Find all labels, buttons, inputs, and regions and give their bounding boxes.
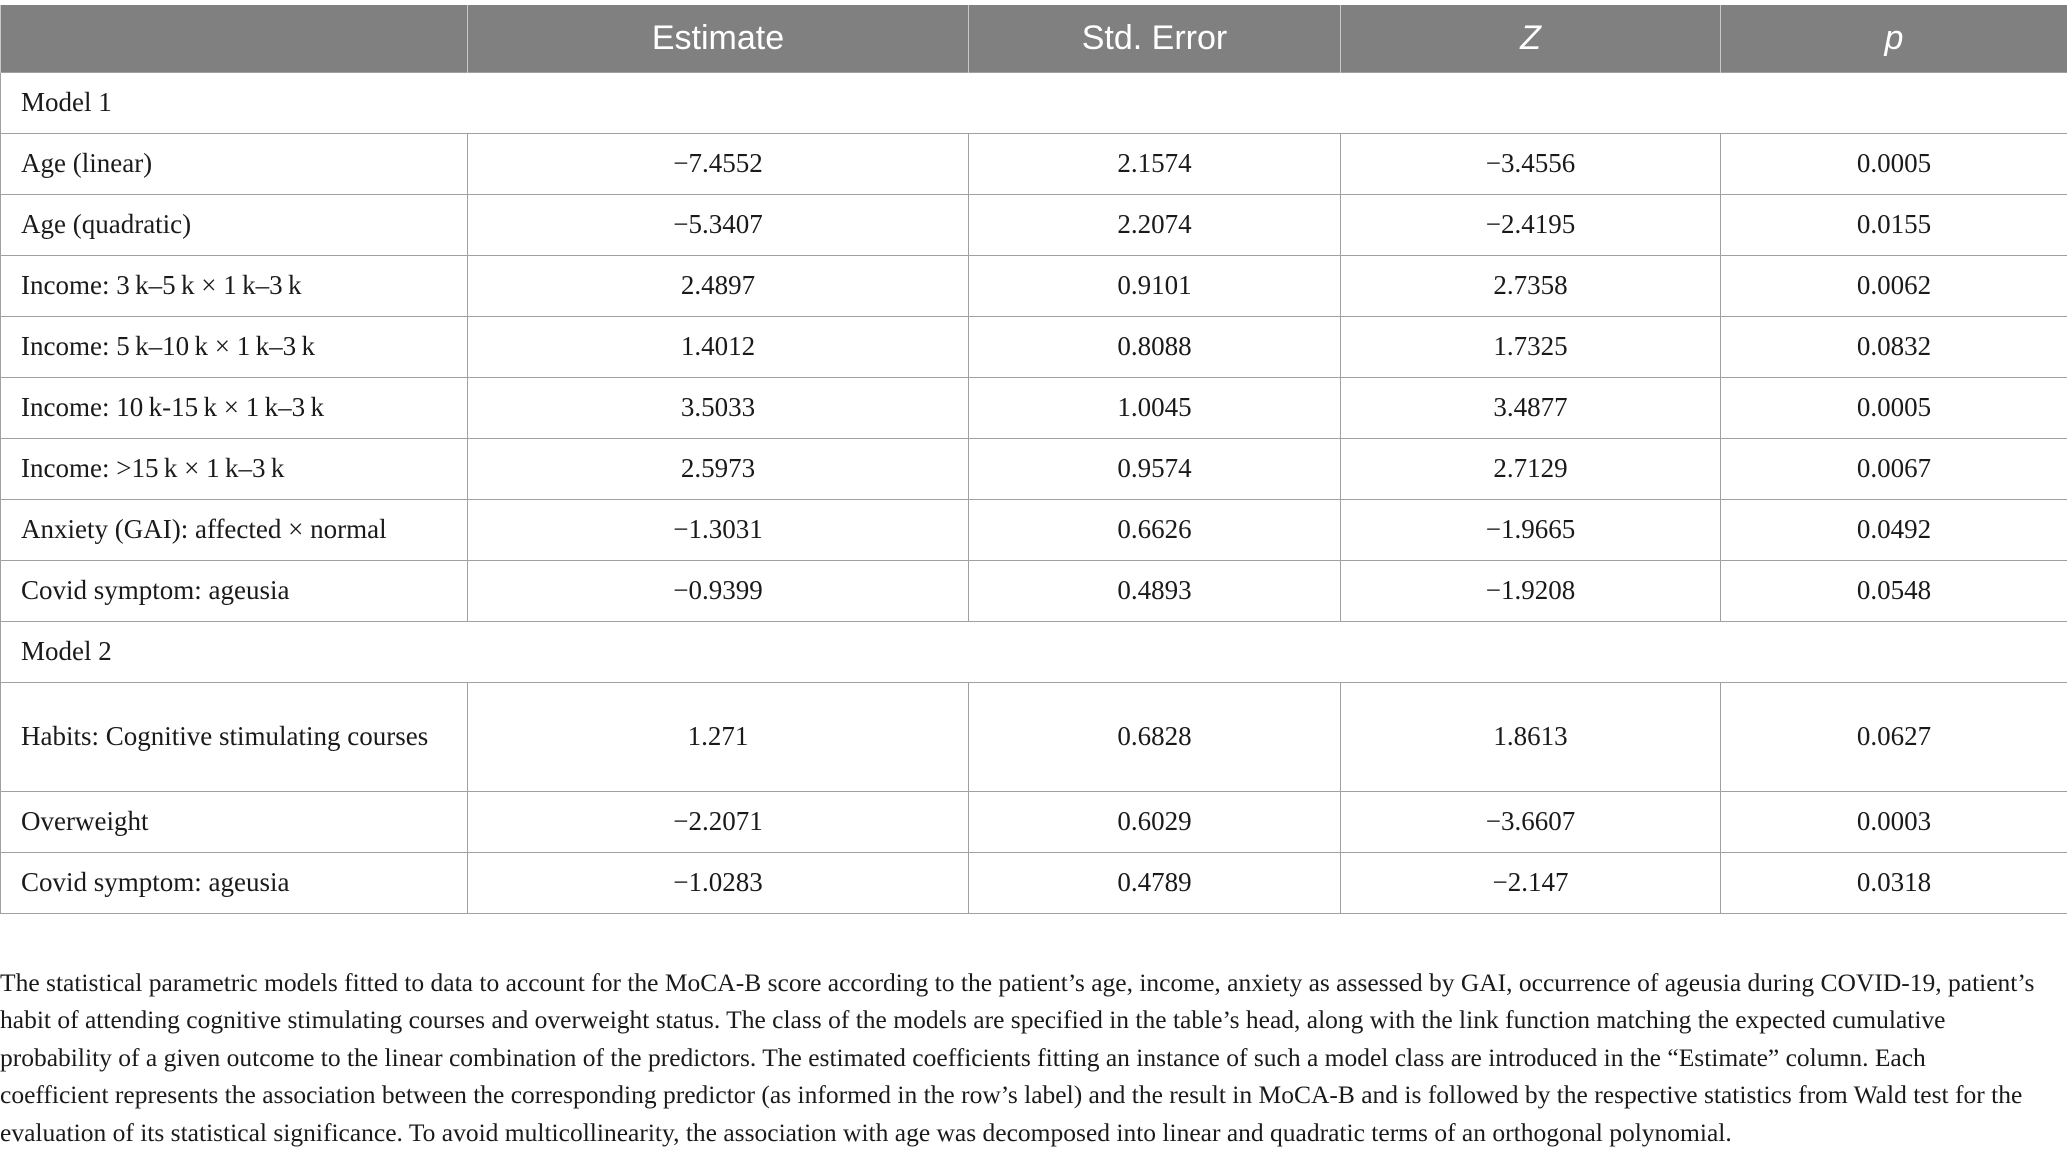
cell-z: −1.9665 — [1341, 500, 1721, 561]
header-z: Z — [1341, 5, 1721, 73]
cell-z: 1.8613 — [1341, 683, 1721, 792]
cell-estimate: −2.2071 — [468, 792, 969, 853]
results-table-container — [0, 5, 2067, 914]
cell-p: 0.0548 — [1721, 561, 2067, 622]
cell-std-error: 2.2074 — [969, 195, 1341, 256]
header-row — [1, 5, 2067, 73]
cell-std-error: 1.0045 — [969, 378, 1341, 439]
row-label: Age (linear) — [1, 134, 468, 195]
cell-estimate: −1.0283 — [468, 853, 969, 914]
cell-z: 3.4877 — [1341, 378, 1721, 439]
row-label: Income: 3 k–5 k × 1 k–3 k — [1, 256, 468, 317]
cell-z: 1.7325 — [1341, 317, 1721, 378]
section-row-model-1 — [1, 73, 2067, 134]
cell-z: −3.4556 — [1341, 134, 1721, 195]
header-std-error: Std. Error — [969, 5, 1341, 73]
cell-std-error: 0.6626 — [969, 500, 1341, 561]
cell-std-error: 0.4789 — [969, 853, 1341, 914]
row-label: Income: >15 k × 1 k–3 k — [1, 439, 468, 500]
row-label: Habits: Cognitive stimulating courses — [1, 683, 468, 792]
table-row — [1, 195, 2067, 256]
cell-p: 0.0005 — [1721, 378, 2067, 439]
cell-p: 0.0062 — [1721, 256, 2067, 317]
header-predictor — [1, 5, 468, 73]
cell-p: 0.0155 — [1721, 195, 2067, 256]
cell-estimate: −5.3407 — [468, 195, 969, 256]
cell-z: −2.147 — [1341, 853, 1721, 914]
table-row — [1, 256, 2067, 317]
header-estimate: Estimate — [468, 5, 969, 73]
cell-std-error: 2.1574 — [969, 134, 1341, 195]
cell-estimate: 3.5033 — [468, 378, 969, 439]
row-label: Overweight — [1, 792, 468, 853]
cell-std-error: 0.4893 — [969, 561, 1341, 622]
table-row — [1, 439, 2067, 500]
table-row — [1, 683, 2067, 792]
table-row — [1, 853, 2067, 914]
row-label: Covid symptom: ageusia — [1, 853, 468, 914]
table-header — [1, 5, 2067, 73]
cell-estimate: −1.3031 — [468, 500, 969, 561]
cell-std-error: 0.6828 — [969, 683, 1341, 792]
cell-z: −1.9208 — [1341, 561, 1721, 622]
section-title: Model 1 — [1, 73, 2067, 134]
cell-std-error: 0.9574 — [969, 439, 1341, 500]
table-row — [1, 378, 2067, 439]
cell-estimate: −0.9399 — [468, 561, 969, 622]
cell-z: −2.4195 — [1341, 195, 1721, 256]
cell-z: −3.6607 — [1341, 792, 1721, 853]
cell-p: 0.0832 — [1721, 317, 2067, 378]
section-title: Model 2 — [1, 622, 2067, 683]
cell-p: 0.0492 — [1721, 500, 2067, 561]
table-body — [1, 73, 2067, 914]
regression-results-table — [0, 5, 2067, 914]
table-caption: The statistical parametric models fitted to data to account for the MoCA-B score according to the patient’s age, income, anxiety as assessed by GAI, occurrence of ageusia during COVID-19, patient’s habit of attending cognitive stimulating courses and overweight status. The class of the models are specified in the table’s head, along with the link function matching the expected cumulative probability of a given outcome to the linear combination of the predictors. The estimated coefficients fitting an instance of such a model class are introduced in the “Estimate” column. Each coefficient represents the association between the corresponding predictor (as informed in the row’s label) and the result in MoCA-B and is followed by the respective statistics from Wald test for the evaluation of its statistical significance. To avoid multicollinearity, the association with age was decomposed into linear and quadratic terms of an orthogonal polynomial. — [0, 967, 2035, 1147]
cell-estimate: 1.4012 — [468, 317, 969, 378]
table-row — [1, 317, 2067, 378]
cell-p: 0.0627 — [1721, 683, 2067, 792]
cell-estimate: 1.271 — [468, 683, 969, 792]
table-row — [1, 500, 2067, 561]
table-row — [1, 561, 2067, 622]
cell-estimate: 2.5973 — [468, 439, 969, 500]
cell-z: 2.7358 — [1341, 256, 1721, 317]
section-row-model-2 — [1, 622, 2067, 683]
header-p: p — [1721, 5, 2067, 73]
cell-std-error: 0.6029 — [969, 792, 1341, 853]
row-label: Income: 10 k-15 k × 1 k–3 k — [1, 378, 468, 439]
row-label: Anxiety (GAI): affected × normal — [1, 500, 468, 561]
row-label: Age (quadratic) — [1, 195, 468, 256]
cell-p: 0.0318 — [1721, 853, 2067, 914]
row-label: Covid symptom: ageusia — [1, 561, 468, 622]
cell-p: 0.0003 — [1721, 792, 2067, 853]
table-row — [1, 134, 2067, 195]
table-row — [1, 792, 2067, 853]
cell-p: 0.0005 — [1721, 134, 2067, 195]
cell-std-error: 0.8088 — [969, 317, 1341, 378]
cell-estimate: 2.4897 — [468, 256, 969, 317]
row-label: Income: 5 k–10 k × 1 k–3 k — [1, 317, 468, 378]
cell-estimate: −7.4552 — [468, 134, 969, 195]
cell-z: 2.7129 — [1341, 439, 1721, 500]
cell-std-error: 0.9101 — [969, 256, 1341, 317]
cell-p: 0.0067 — [1721, 439, 2067, 500]
